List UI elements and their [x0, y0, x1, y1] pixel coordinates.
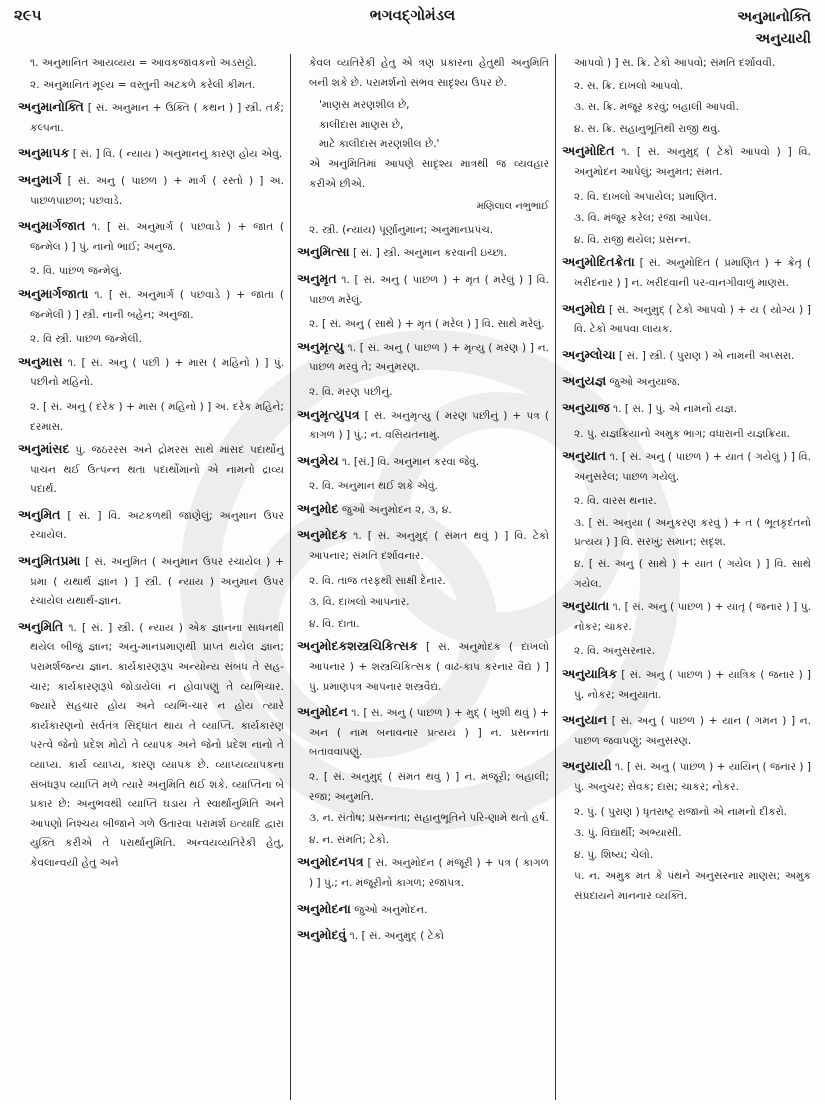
definition-text: ૧. [ સં. અનુ ( પાછળ ) + યાત ( ગયેલું ) ] વિ. અનુસરેલ; પાછળ ગયેલું.: [574, 451, 811, 483]
dictionary-entry: [297, 636, 549, 697]
sub-sense: ૨. [ સં. અનુમુદ્ ( સંમત થવું ) ] ન. મંજૂરી; બહાલી; રજા; અનુમતિ.: [309, 771, 549, 803]
dictionary-entry: [562, 710, 811, 751]
definition-text: [ સં. અનુમાન + ઉક્તિ ( કથન ) ] સ્ત્રી. તર્ક; કલ્પના.: [30, 102, 284, 134]
headword: અનુમાર્ગ: [18, 171, 62, 187]
sub-sense: ૩. સ. ક્રિ. મંજૂર કરવું; બહાલી આપવી.: [574, 101, 739, 114]
dictionary-entry: [297, 405, 549, 446]
headword: અનુયાતા: [562, 598, 610, 614]
dictionary-entry: [18, 505, 284, 546]
sub-sense: ૨. વિ. દાખલો અપાયેલ; પ્રમાણિત.: [574, 190, 718, 203]
sub-sense: ૨. વિ. વારસ થનાર.: [574, 495, 657, 508]
quote-line: કાલીદાસ માણસ છે,: [319, 118, 404, 131]
headword: અનુયાત: [562, 448, 607, 464]
headword: અનુમોદિત: [562, 143, 615, 159]
headword: અનુમોદિતક્રેતા: [562, 254, 635, 270]
quote-line: 'માણસ મરણશીલ છે,: [319, 99, 410, 112]
column-1: [12, 54, 290, 1100]
definition-text: [ સં. ] સ્ત્રી. અનુમાન કરવાની ઇચ્છા.: [349, 247, 507, 260]
continuation-text: આપવો ) ] સ. ક્રિ. ટેકો આપવો; સંમતિ દર્શાવવી.: [574, 57, 776, 69]
dictionary-entry: [297, 925, 549, 947]
sub-sense: ૨. [ સં. અનુ ( દરેક ) + માસ ( મહિનો ) ] અ. દરેક મહિને; દરમાસ.: [30, 400, 284, 433]
definition-text: ૧. [ સં. અનુ ( પાછળ ) + યાયિન્ ( જનાર ) ] પું. અનુચર; સેવક; દાસ; ચાકર; નોકર.: [574, 761, 811, 793]
definition-text: [ સં. અનુ ( પાછળ ) + યાન ( ગમન ) ] ન. પાછળ જવાપણું; અનુસરણ.: [574, 715, 811, 747]
headword: અનુયાત્રિક: [562, 666, 618, 682]
headword: અનુમૃત: [297, 270, 337, 286]
sub-sense: ૪. પું. શિષ્ય; ચેલો.: [574, 848, 654, 861]
sub-sense: ૨. વિ સ્ત્રી. પાછળ જન્મેલી.: [30, 333, 143, 346]
headword: અનુમૃત્યુ: [297, 338, 344, 354]
definition-text: ૧. [ સં. અનુ ( પાછળ ) + મૃત્યુ ( મરણ ) ] ન. પાછળ મરવું તે; અનુમરણ.: [309, 341, 549, 374]
headword: અનુમિત્સા: [297, 244, 350, 260]
sub-sense: ૨. વિ. તાજ તરફથી સાક્ષી દેનાર.: [309, 574, 446, 587]
headword: અનુમાર્ગજાત: [18, 218, 86, 234]
dictionary-entry: [297, 337, 549, 378]
page-header: [0, 0, 825, 58]
dictionary-entry: [562, 371, 811, 393]
headword: અનુયાન: [562, 712, 608, 728]
dictionary-entry: [562, 141, 811, 182]
sub-sense: ૨. પું. ( પુરાણ ) ધૃતરાષ્ટ્ર રાજાનો એ નામનો દીકરો.: [574, 805, 788, 818]
definition-text: ૧. [ સં. અનુમાર્ગ ( પછવાડે ) + જાત ( જન્મેલ ) ] પું. નાનો ભાઈ; અનુજ.: [30, 221, 284, 253]
guide-word-first: અનુમાનોક્તિ: [737, 9, 811, 25]
definition-text: [ સં. અનુ ( પાછળ ) + માર્ગ ( રસ્તો ) ] અ. પાછળપાછળ; પછવાડે.: [30, 174, 284, 207]
headword: અનુમિતિ: [18, 618, 64, 634]
dictionary-entry: [297, 242, 549, 264]
dictionary-entry: [562, 252, 811, 293]
dictionary-entry: [297, 899, 549, 921]
headword: અનુમોદના: [297, 900, 351, 916]
dictionary-entry: [562, 345, 811, 367]
headword: અનુમિતપ્રમા: [18, 553, 81, 569]
dictionary-columns: [12, 54, 817, 1100]
definition-text: [ સં. અનુમોદન ( મંજૂરી ) + પત્ર ( કાગળ ) ] પું.; ન. મંજૂરીનો કાગળ; રજાપત્ર.: [309, 857, 549, 889]
definition-text: [ સં. અનુમિત ( અનુમાન ઉપર રચાયેલ ) + પ્રમા ( યથાર્થ જ્ઞાન ) ] સ્ત્રી. ( ન્યાય ) અનુમાન ઉપર રચાયેલ યથાર્થ-જ્ઞાન.: [30, 556, 284, 608]
quote-attribution: મણિલાલ નભુભાઈ: [476, 201, 549, 213]
headword: અનુમાંસદ: [18, 441, 70, 457]
dictionary-entry: [297, 269, 549, 310]
sub-sense: ૪. સ. ક્રિ. સહાનુભૂતિથી રાજી થવું.: [574, 122, 721, 135]
headword: અનુમૃત્યુપત્ર: [297, 406, 360, 422]
dictionary-entry: [297, 702, 549, 763]
sub-sense: ૪. [ સં. અનુ ( સાથે ) + યાત ( ગયેલ ) ] વિ. સાથે ગયેલ.: [574, 558, 811, 590]
definition-text: ૧. [ સં. અનુમુદ્ ( સંમત થવું ) ] વિ. ટેકો આપનાર; સંમતિ દર્શાવનાર.: [309, 530, 549, 563]
headword: અનુમિત: [18, 506, 61, 522]
definition-text: ૧. [ સં. અનુ ( પછી ) + માસ ( મહિનો ) ] પું. પછીનો મહિનો.: [30, 356, 284, 389]
definition-text: ૧. [ સં. અનુમુદ્ ( ટેકો આપવો ) ] વિ. અનુમોદન આપેલું; અનુમત; સંમત.: [574, 146, 811, 178]
sub-sense: ૪. ન. સંમતિ; ટેકો.: [309, 833, 390, 846]
dictionary-entry: [562, 596, 811, 637]
definition-text: જુઓ અનુમોદન ૨, ૩, ૪.: [338, 503, 452, 516]
sub-sense: ૨. પું. યજ્ઞક્રિયાનો અમુક ભાગ; વધારાની યજ્ઞક્રિયા.: [574, 427, 791, 440]
dictionary-entry: [562, 756, 811, 797]
dictionary-entry: [18, 216, 284, 257]
sub-sense: ૩. ન. સંતોષ; પ્રસન્નતા; સહાનુભૂતિને પરિ-ણામે થતો હર્ષ.: [309, 812, 549, 825]
headword: અનુમાપક: [18, 145, 70, 161]
definition-text: ૧. [સં.] વિ. અનુમાન કરવા જેવું.: [338, 455, 480, 468]
column-3: [555, 54, 817, 1100]
definition-text: ૧. [ સં. અનુ ( પાછળ ) + યાતૃ ( જનાર ) ] પું. નોકર; ચાકર.: [574, 601, 811, 633]
headword: અનુમોદ્ય: [562, 300, 606, 316]
dictionary-entry: [18, 617, 284, 874]
dictionary-entry: [18, 143, 284, 165]
dictionary-entry: [562, 299, 811, 340]
dictionary-entry: [297, 525, 549, 566]
continuation-text: એ અનુમિતિમાં આપણે સાદૃશ્ય માત્રથી જ વ્યવહાર કરીએ છીએ.: [309, 157, 549, 190]
dictionary-entry: [18, 352, 284, 393]
quote-line: માટે કાલીદાસ મરણશીલ છે.': [319, 138, 440, 151]
headword: અનુમાસ: [18, 353, 63, 369]
headword: અનુમોદન: [297, 704, 348, 720]
sub-sense: ૨. વિ. પાછળ જન્મેલું.: [30, 265, 123, 278]
definition-text: ૧. [ સં. અનુમુદ્ ( ટેકો: [346, 930, 444, 943]
dictionary-entry: [562, 446, 811, 487]
dictionary-entry: [297, 852, 549, 893]
dictionary-entry: [18, 551, 284, 612]
dictionary-entry: [18, 284, 284, 325]
page-number: ૨૯૫: [14, 6, 42, 24]
dictionary-entry: [297, 451, 549, 473]
sub-sense: ૪. વિ. દાતા.: [309, 617, 360, 630]
headword: અનુમોદ: [297, 500, 339, 516]
definition-text: ૧. [ સં. અનુ ( પાછળ ) + મુદ્ ( ખુશી થવું ) + અન ( નામ બનાવનાર પ્રત્યય ) ] ન. પ્રસન્નતા બતાવવાપણું.: [309, 707, 549, 759]
definition-text: [ સં. ] સ્ત્રી. ( પુરાણ ) એ નામની અપ્સરા.: [615, 349, 795, 362]
definition-text: [ સં. અનુમૃત્યુ ( મરણ પછીનું ) + પત્ર ( કાગળ ) ] પું.; ન. વસિયતનામું.: [309, 409, 549, 442]
sub-sense: ૨. સ. ક્રિ. દાખલો આપવો.: [574, 79, 684, 92]
dictionary-entry: [297, 499, 549, 521]
dictionary-entry: [562, 664, 811, 705]
definition-text: ૧. [ સં. ] સ્ત્રી. ( ન્યાય ) એક જ્ઞાનના સાધનથી થયેલ બીજું જ્ઞાન; અનુ-માનપ્રમાણથી પ્રાપ્ત થયેલ જ્ઞાન; પરામર્શજન્ય જ્ઞાન. કાર્યકારણરૂપ અન્યોન્ય સંબંધ તે સહ-ચાર; કાર્યકારણરૂપે જોડાયેલાં ન હોવાપણું તે વ્યભિચાર. જ્યારે સહચાર હોય અને વ્યભિ-ચાર ન હોય ત્યારે કાર્યકારણનો સર્વતંત્ર સિદ્ધાંત થાય તે વ્યાપ્તિ. કાર્યકારણ પરત્વે જેનો પ્રદેશ મોટો તે વ્યાપક અને જેનો પ્રદેશ નાનો તે વ્યાપ્ય. કાર્ય વ્યાપ્ય, કારણ વ્યાપક છે. વ્યાપ્યવ્યાપકના સંબંધરૂપ વ્યાપ્તિ મળે ત્યારે અનુમિતિ થઈ શકે. વ્યાપ્તિના બે પ્રકાર છે: અનુભવથી વ્યાપ્તિ ઘડાય તે સ્વાર્થાનુમિતિ અને આપણો નિશ્ચય બીજાને ગળે ઉતારવા પરામર્શ ઇત્યાદિ દ્વારા યુક્તિ કરીએ તે પરાર્થાનુમિતિ. અન્વયવ્યતિરેકી હેતુ, કેવલાન્વયી હેતુ અને: [30, 621, 284, 869]
headword: અનુયજ્ઞ: [562, 373, 607, 389]
headword: અનુમોદકશસ્ત્રચિકિત્સક: [297, 638, 418, 654]
sub-sense: ૨. [ સં. અનુ ( સાથે ) + મૃત ( મરેલ ) ] વિ. સાથે મરેલું.: [309, 318, 545, 331]
sub-sense: ૨. વિ. અનુસરનાર.: [574, 645, 656, 658]
headword: અનુમોદનપત્ર: [297, 854, 364, 870]
headword: અનુયાજ: [562, 399, 610, 415]
sub-sense: ૩. [ સં. અનુયા ( અનુકરણ કરવું ) + ત ( ભૂતકૃદંતનો પ્રત્યય ) ] વિ. સરખું; સમાન; સદૃશ.: [574, 516, 811, 549]
headword: અનુમેય: [297, 452, 339, 468]
sub-sense: ૨. વિ. મરણ પછીનું.: [309, 385, 393, 398]
sub-sense: ૧. અનુમાનિત આયવ્યય = આવકજાવકનો અડસટ્ટો.: [30, 57, 257, 69]
dictionary-entry: [18, 170, 284, 211]
dictionary-entry: [562, 398, 811, 420]
definition-text: ૧. [ સં. અનુમાર્ગ ( પછવાડે ) + જાતા ( જન્મેલી ) ] સ્ત્રી. નાની બહેન; અનુજા.: [30, 288, 284, 321]
column-2: [290, 54, 555, 1100]
guide-words: [737, 6, 811, 50]
headword: અનુમ્લોચા: [562, 346, 616, 362]
definition-text: [ સં. ] વિ. ( ન્યાય ) અનુમાનનું કારણ હોય એવું.: [69, 148, 283, 161]
sub-sense: ૩. વિ. દાખલો આપનાર.: [309, 596, 410, 609]
definition-text: [ સં. અનુમુદ્ ( ટેકો આપવો ) + ય ( યોગ્ય ) ] વિ. ટેકો આપવા લાયક.: [574, 303, 811, 336]
sub-sense: ૨. સ્ત્રી. (ન્યાય) પૂર્ણાનુમાન; અનુમાનપ્રપંચ.: [309, 223, 494, 236]
headword: અનુમોદવું: [297, 927, 347, 943]
definition-text: [ સં. ] વિ. અટકળથી જાણેલું; અનુમાન ઉપર રચાયેલ.: [30, 509, 284, 542]
headword: અનુમાનોક્તિ: [18, 99, 84, 115]
continuation-text: કેવલ વ્યતિરેકી હેતુ એ ત્રણ પ્રકારના હેતુથી અનુમિતિ બની શકે છે. પરામર્શનો સંભવ સાદૃશ્ય ઉપર છે.: [309, 57, 549, 89]
headword: અનુયાયી: [562, 758, 612, 774]
definition-text: ૧. [ સં. અનુ ( પાછળ ) + મૃત ( મરેલું ) ] વિ. પાછળ મરેલું.: [309, 273, 549, 306]
dictionary-entry: [18, 439, 284, 500]
sub-sense: ૩. વિ. મંજૂર કરેલ; રજા આપેલ.: [574, 212, 712, 225]
sub-sense: ૨. અનુમાનિત મૂલ્ય = વસ્તુની અટકળે કરેલી કીમત.: [30, 78, 256, 91]
sub-sense: ૫. ન. અમુક મત કે પંથને અનુસરનાર માણસ; અમુક સંપ્રદાયને માનનાર વ્યક્તિ.: [574, 870, 811, 902]
definition-text: જુઓ અનુયાજ.: [606, 376, 681, 389]
sub-sense: ૨. વિ. અનુમાન થઈ શકે એવું.: [309, 480, 438, 493]
sub-sense: ૪. વિ. રાજી થયેલ; પ્રસન્ન.: [574, 233, 691, 246]
sub-sense: ૩. પું. વિદ્યાર્થી; અભ્યાસી.: [574, 827, 682, 840]
definition-text: [ સં. અનુમોદક ( દાખલો આપનાર ) + શસ્ત્રચિકિત્સક ( વાઢ-કાપ કરનાર વૈદ્ય ) ] પું. પ્રમાણપત્ર આપનાર શસ્ત્રવૈદ્ય.: [309, 641, 549, 693]
headword: અનુમાર્ગજાતા: [18, 285, 89, 301]
guide-word-last: અનુયાયી: [755, 31, 811, 47]
headword: અનુમોદક: [297, 527, 348, 543]
running-title: ભગવદ્ગોમંડલ: [369, 6, 456, 24]
dictionary-entry: [18, 97, 284, 138]
definition-text: જુઓ અનુમોદન.: [350, 903, 428, 916]
definition-text: [ સં. અનુમોદિત ( પ્રમાણિત ) + ક્રેતૃ ( ખરીદનાર ) ] ન. ખરીદવાની પર-વાનગીવાળું માણસ.: [574, 257, 811, 289]
definition-text: પું. જઠરરસ અને દ્રોમરસ સાથે માંસદ પદાર્થોનું પાચન થઈ ઉત્પન્ન થતા પદાર્થોમાંનો એ નામનો દ્રાવ્ય પદાર્થ.: [30, 444, 284, 496]
definition-text: [ સં. અનુ ( પાછળ ) + યાત્રિક ( જનાર ) ] પું. નોકર; અનુયાતા.: [574, 669, 811, 701]
definition-text: ૧. [ સં. ] પું. એ નામનો યજ્ઞ.: [609, 402, 738, 415]
